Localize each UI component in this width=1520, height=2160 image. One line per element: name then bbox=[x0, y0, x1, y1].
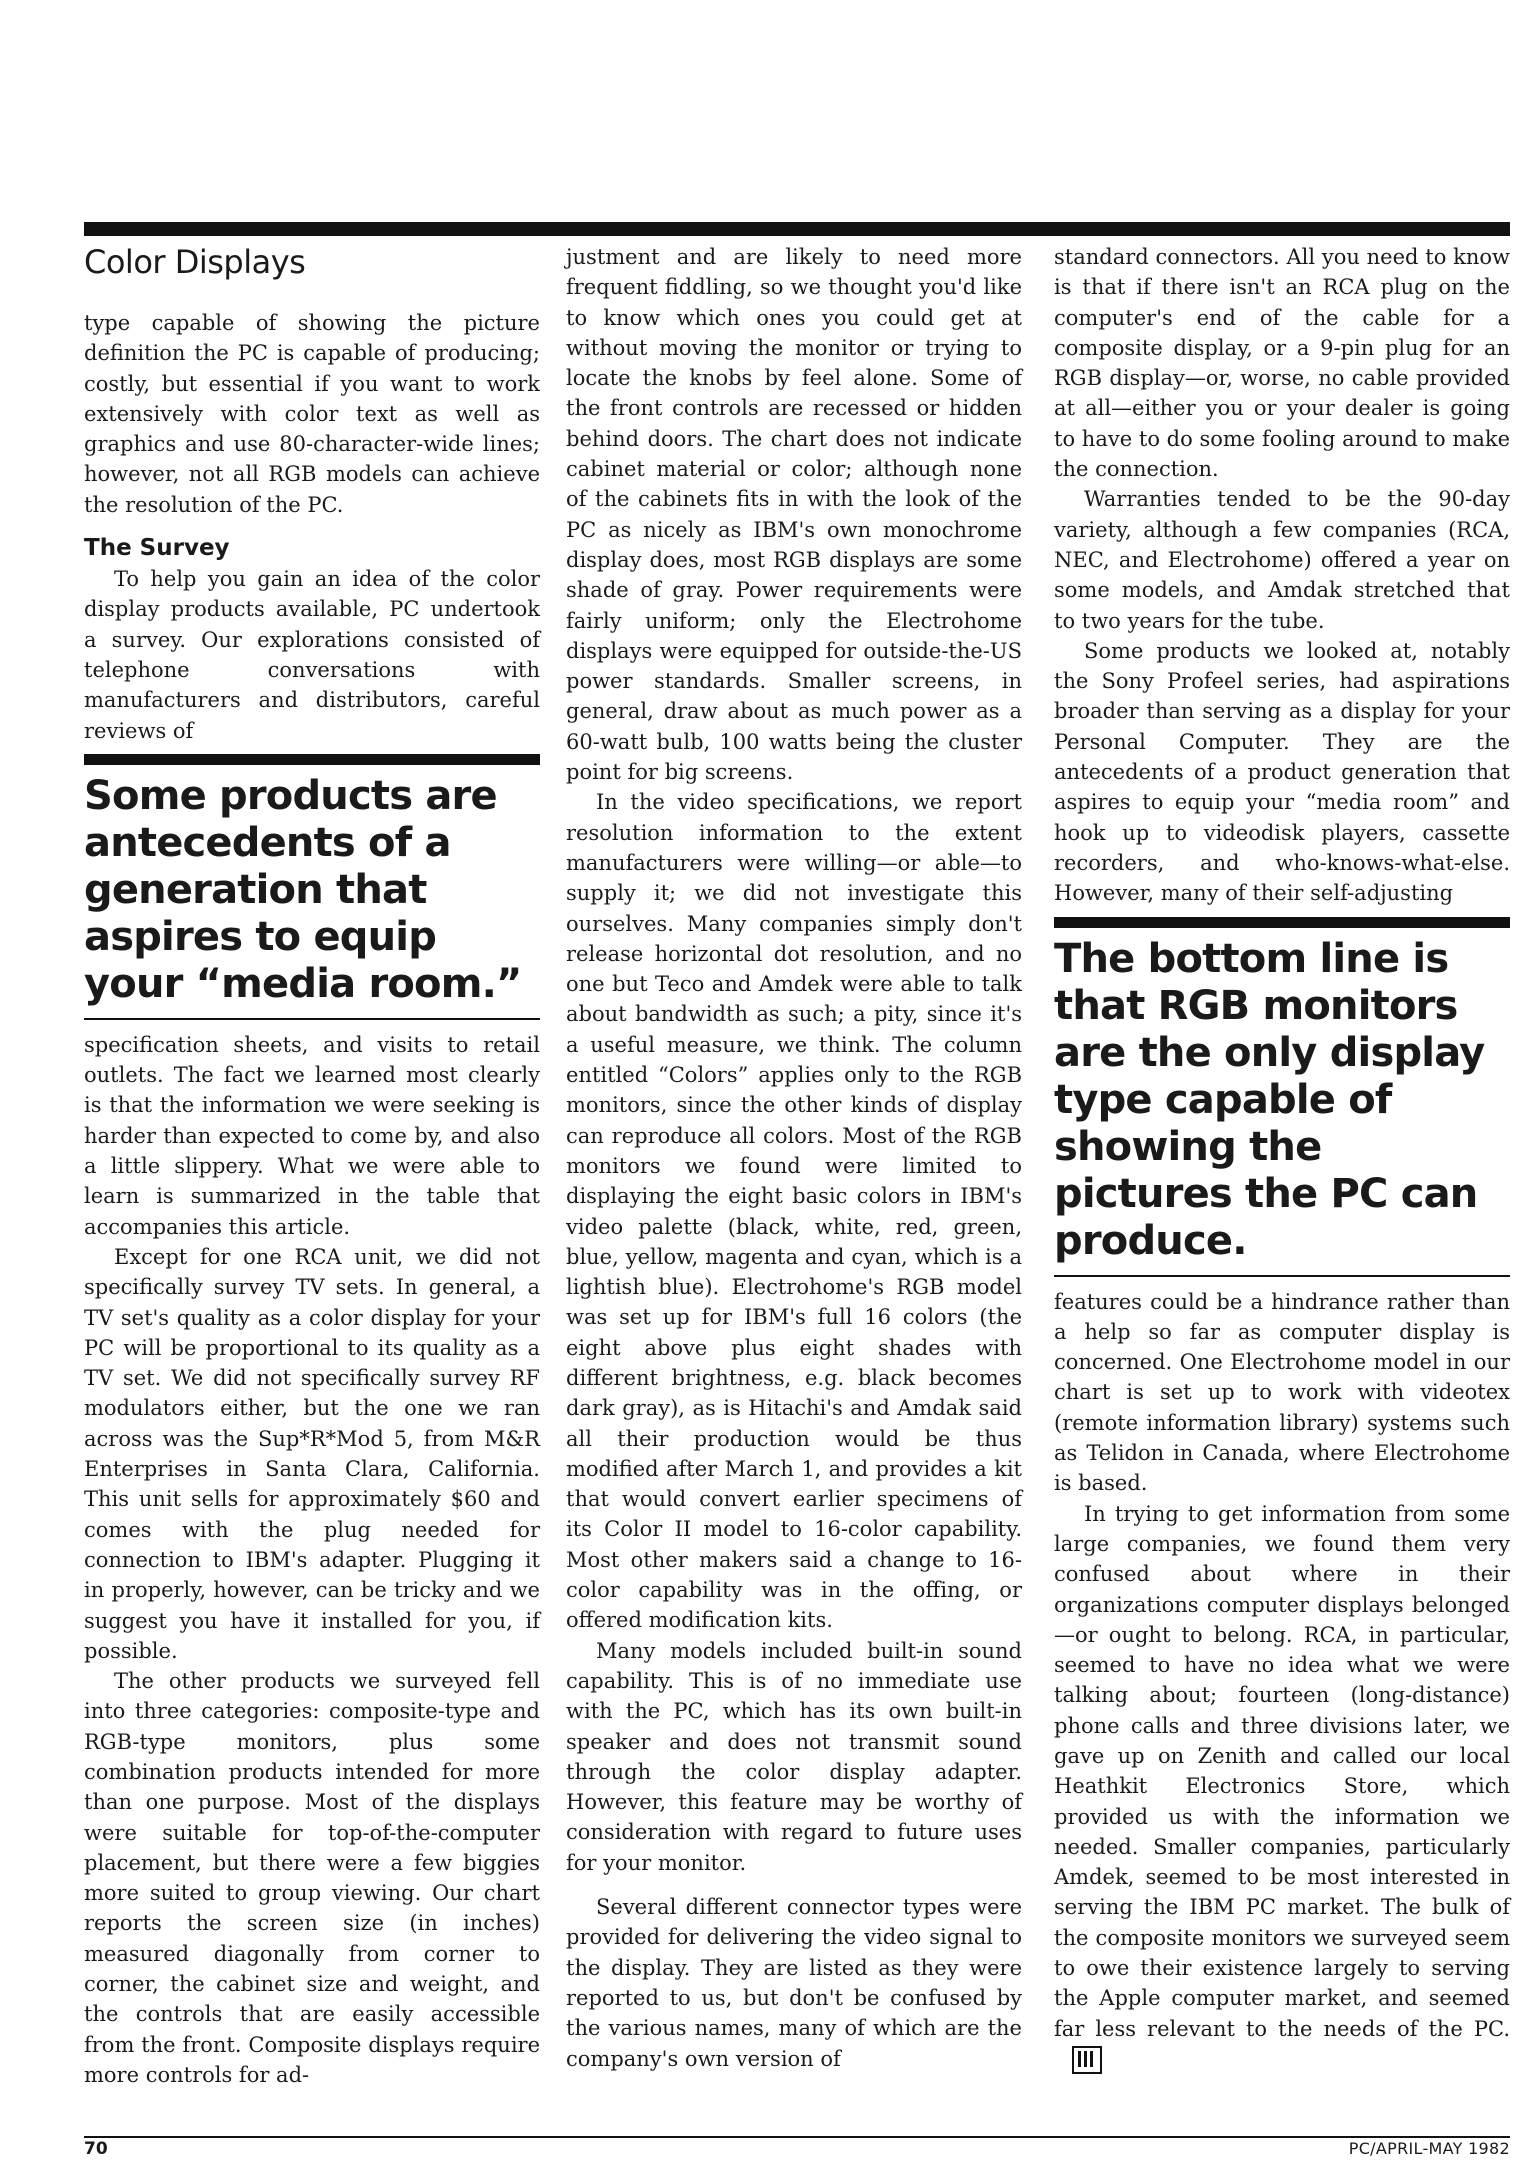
col3-paragraph-4: features could be a hindrance rather than a help so far as computer display is concerned. One Electrohome model in our chart is set up to work with videotex (remote information library) systems such as Telidon in Canada, where Electrohome is based. bbox=[1054, 1289, 1510, 1496]
col3-paragraph-3: Some products we looked at, notably the Sony Profeel series, had aspirations broader than serving as a display for your Personal Computer. They are the antecedents of a product generation that aspires to equip your “media room” and hook up to videodisk players, cassette recorders, and who-knows-what-else. However, many of their self-adjusting bbox=[1054, 638, 1510, 906]
pull-quote-rule-top bbox=[84, 754, 540, 765]
col1-paragraph-3: specification sheets, and visits to retail outlets. The fact we learned most clearly is that the information we were seeking is harder than expected to come by, and also a little slippery. What we were able to learn is summarized in the table that accompanies this article. bbox=[84, 1032, 540, 1239]
page-number: 70 bbox=[84, 2139, 108, 2159]
pull-quote-rule-bottom bbox=[1054, 1275, 1510, 1277]
pull-quote-text: The bottom line is that RGB monitors are the only display type capable of showing the pictures the PC can produce. bbox=[1054, 935, 1485, 1264]
pull-quote-text: Some products are antecedents of a generation that aspires to equip your “media room.” bbox=[84, 772, 522, 1007]
end-of-article-icon bbox=[1072, 2046, 1102, 2074]
pull-quote-bottom-line bbox=[1054, 917, 1510, 1277]
col2-paragraph-2: In the video specifications, we report resolution information to the extent manufacturers were willing—or able—to supply it; we did not investigate this ourselves. Many companies simply don't release horizontal dot resolution, and no one but Teco and Amdek were able to talk about bandwidth as such; a pity, since it's a useful measure, we think. The column entitled “Colors” applies only to the RGB monitors, since the other kinds of display can reproduce all colors. Most of the RGB monitors we found were limited to displaying the eight basic colors in IBM's video palette (black, white, red, green, blue, yellow, magenta and cyan, which is a lightish blue). Electrohome's RGB model was set up for IBM's full 16 colors (the eight above plus eight shades with different brightness, e.g. black becomes dark gray), as is Hitachi's and Amdak said all their production would be thus modified after March 1, and provides a kit that would convert earlier specimens of its Color II model to 16-color capability. Most other makers said a change to 16-color capability was in the offing, or offered modification kits. bbox=[566, 790, 1022, 1633]
col1-paragraph-2: To help you gain an idea of the color display products available, PC undertook a survey. Our explorations consisted of telephone conversations with manufacturers and distributors, careful reviews of bbox=[84, 567, 540, 743]
col1-paragraph-5: The other products we surveyed fell into three categories: composite-type and RGB-type monitors, plus some combination products intended for more than one purpose. Most of the displays were suitable for top-of-the-computer placement, but there were a few biggies more suited to group viewing. Our chart reports the screen size (in inches) measured diagonally from corner to corner, the cabinet size and weight, and the controls that are easily accessible from the front. Composite displays require more controls for ad- bbox=[84, 1669, 540, 2087]
pull-quote-media-room bbox=[84, 754, 540, 1020]
page-footer bbox=[84, 2136, 1510, 2158]
footer-rule bbox=[84, 2136, 1510, 2138]
pull-quote-rule-bottom bbox=[84, 1018, 540, 1020]
col1-paragraph-4: Except for one RCA unit, we did not specifically survey TV sets. In general, a TV set's quality as a color display for your PC will be proportional to its quality as a TV set. We did not specifically survey RF modulators either, but the one we ran across was the Sup*R*Mod 5, from M&R Enterprises in Santa Clara, California. This unit sells for approximately $60 and comes with the plug needed for connection to IBM's adapter. Plugging it in properly, however, can be tricky and we suggest you have it installed for you, if possible. bbox=[84, 1244, 540, 1663]
column-2 bbox=[566, 242, 1022, 2074]
section-label: Color Displays bbox=[84, 243, 306, 281]
col1-paragraph-1: type capable of showing the picture definition the PC is capable of producing; costly, but essential if you want to work extensively with color text as well as graphics and use 80-character-wide lines; however, not all RGB models can achieve the resolution of the PC. bbox=[84, 311, 540, 517]
survey-subhead: The Survey bbox=[84, 535, 230, 562]
top-rule bbox=[84, 222, 1510, 236]
col3-paragraph-1: standard connectors. All you need to know is that if there isn't an RCA plug on the computer's end of the cable for a composite display, or a 9-pin plug for an RGB display—or, worse, no cable provided at all—either you or your dealer is going to have to do some fooling around to make the connection. bbox=[1054, 245, 1510, 482]
column-3 bbox=[1054, 242, 1510, 2074]
col3-paragraph-2: Warranties tended to be the 90-day variety, although a few companies (RCA, NEC, and Electrohome) offered a year on some models, and Amdak stretched that to two years for the tube. bbox=[1054, 487, 1510, 633]
pull-quote-rule-top bbox=[1054, 917, 1510, 928]
col3-paragraph-5-text: In trying to get information from some large companies, we found them very confused about where in their organizations computer displays belonged—or ought to belong. RCA, in particular, seemed to have no idea what we were talking about; fourteen (long-distance) phone calls and three divisions later, we gave up on Zenith and called our local Heathkit Electronics Store, which provided us with the information we needed. Smaller companies, particularly Amdek, seemed to be most interested in serving the IBM PC market. The bulk of the composite monitors we surveyed seem to owe their existence largely to serving the Apple computer market, and seemed far less relevant to the needs of the PC. bbox=[1054, 1501, 1510, 2041]
col2-paragraph-3: Many models included built-in sound capability. This is of no immediate use with the PC, which has its own built-in speaker and does not transmit sound through the color display adapter. However, this feature may be worthy of consideration with regard to future uses for your monitor. bbox=[566, 1638, 1022, 1875]
col3-paragraph-5 bbox=[1054, 1499, 1510, 2075]
col2-paragraph-4: Several different connector types were provided for delivering the video signal to the display. They are listed as they were reported to us, but don't be confused by the various names, many of which are the company's own version of bbox=[566, 1895, 1022, 2071]
column-1 bbox=[84, 242, 540, 2090]
issue-label: PC/APRIL-MAY 1982 bbox=[1348, 2139, 1510, 2158]
col2-paragraph-1: justment and are likely to need more frequent fiddling, so we thought you'd like to know which ones you could get at without moving the monitor or trying to locate the knobs by feel alone. Some of the front controls are recessed or hidden behind doors. The chart does not indicate cabinet material or color; although none of the cabinets fits in with the look of the PC as nicely as IBM's own monochrome display does, most RGB displays are some shade of gray. Power requirements were fairly uniform; only the Electrohome displays were equipped for outside-the-US power standards. Smaller screens, in general, draw about as much power as a 60-watt bulb, 100 watts being the cluster point for big screens. bbox=[566, 245, 1022, 785]
